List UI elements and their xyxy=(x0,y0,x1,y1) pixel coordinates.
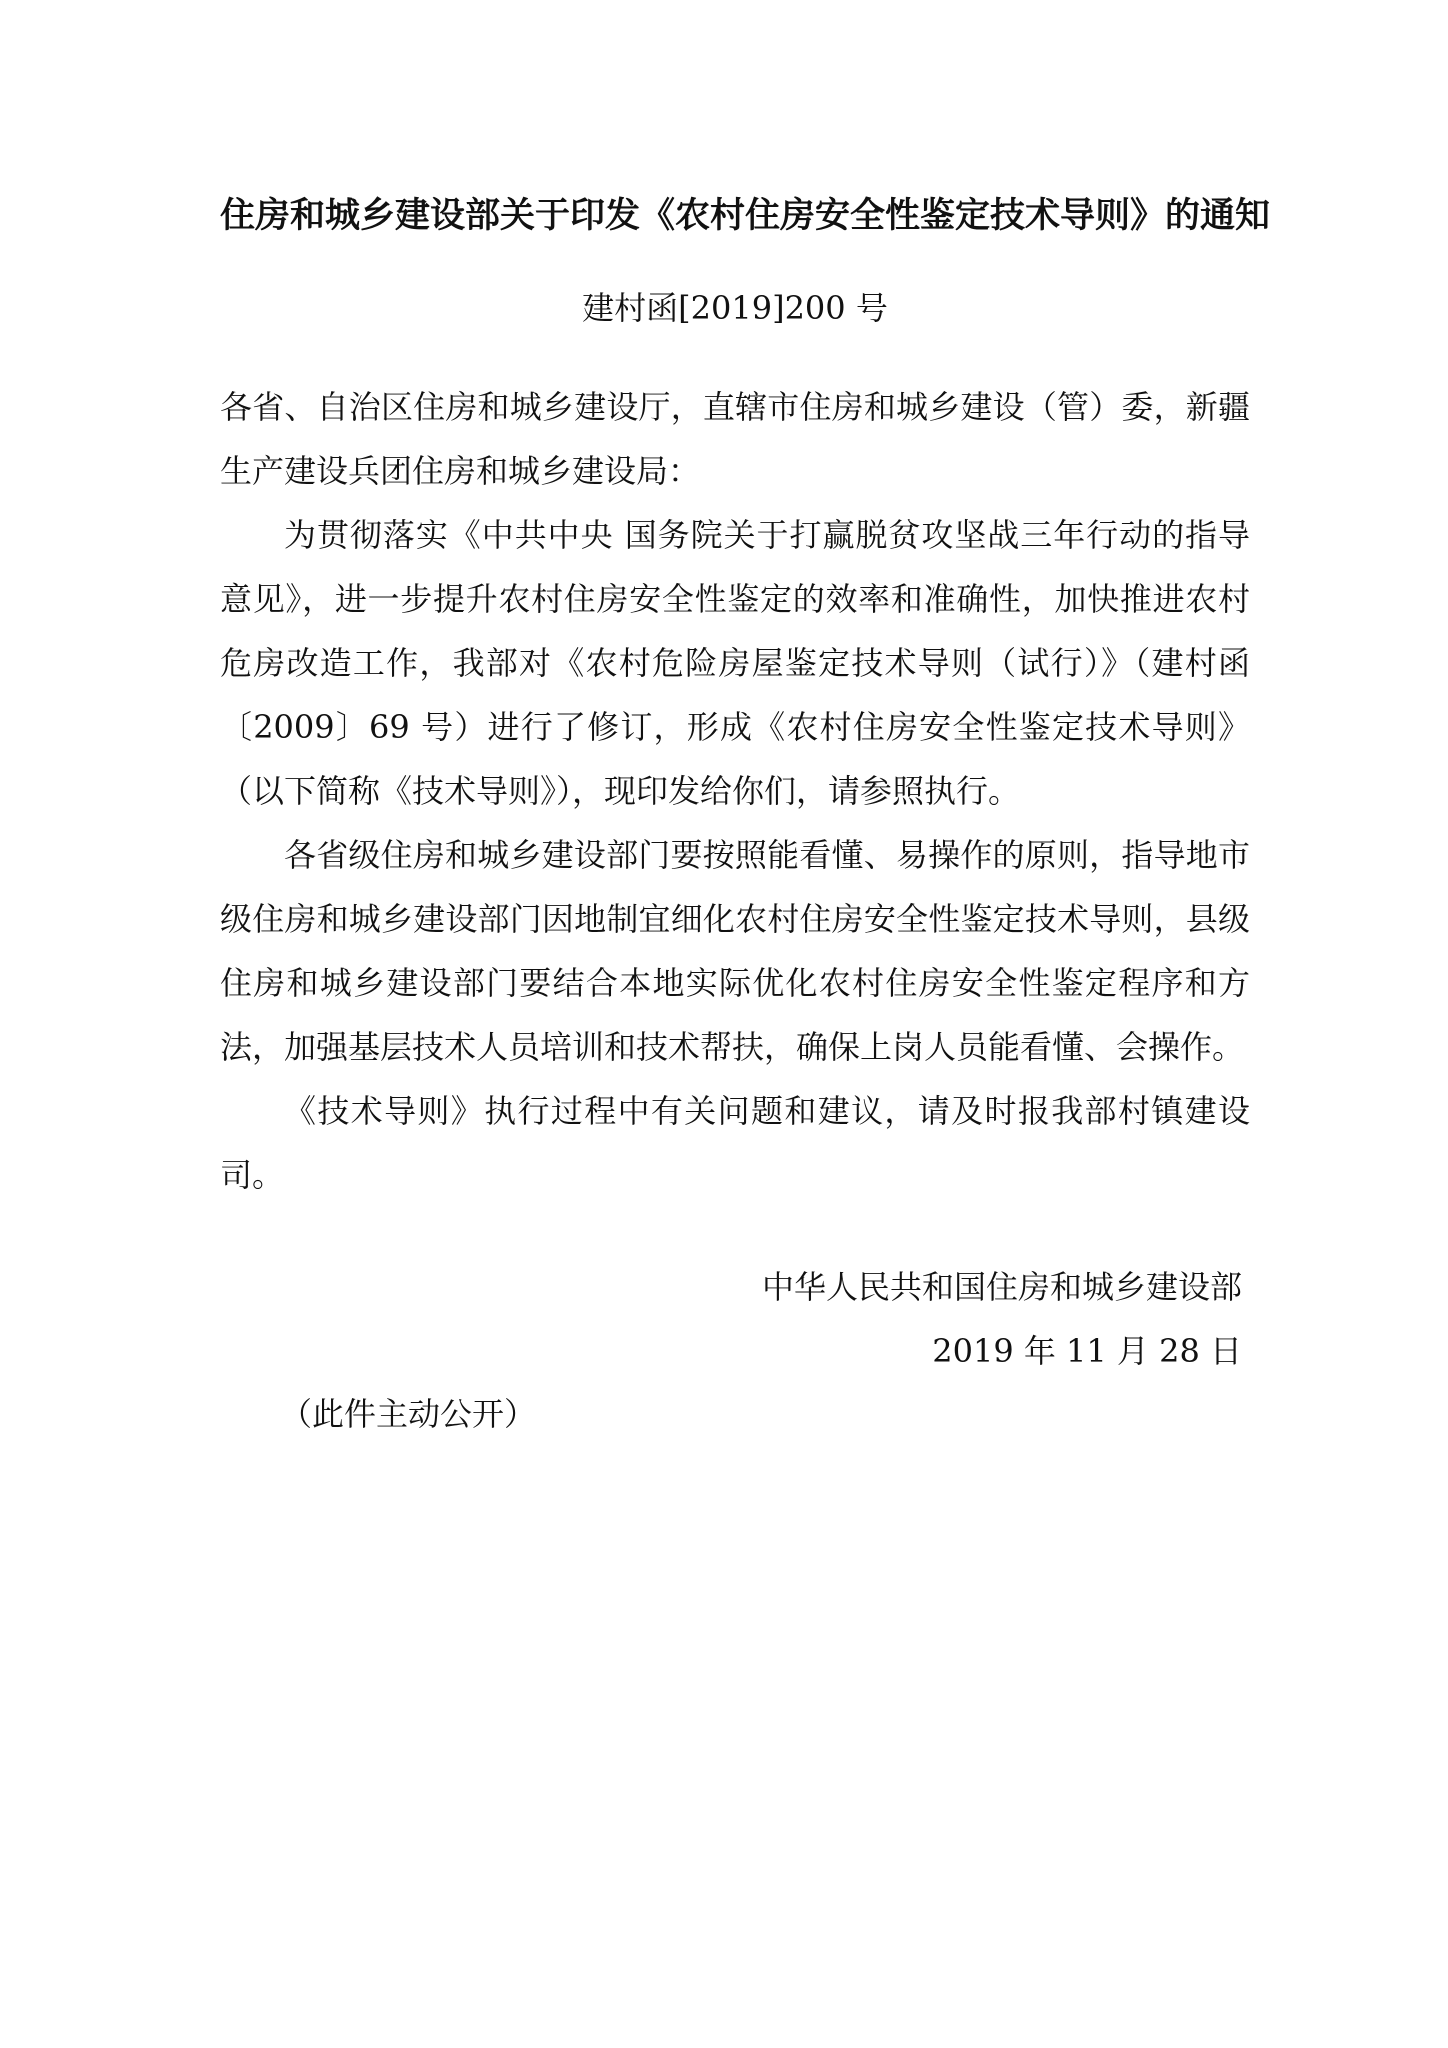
disclosure-note: （此件主动公开） xyxy=(280,1395,537,1433)
salutation: 各省、自治区住房和城乡建设厅，直辖市住房和城乡建设（管）委，新疆生产建设兵团住房和城乡建设局： xyxy=(220,388,1250,490)
document-body xyxy=(220,375,1250,1207)
paragraph-3: 《技术导则》执行过程中有关问题和建议，请及时报我部村镇建设司。 xyxy=(220,1092,1250,1194)
document-title: 住房和城乡建设部关于印发《农村住房安全性鉴定技术导则》的通知 xyxy=(220,196,1271,236)
issue-date: 2019 年 11 月 28 日 xyxy=(932,1332,1242,1370)
paragraph-2: 各省级住房和城乡建设部门要按照能看懂、易操作的原则，指导地市级住房和城乡建设部门因地制宜细化农村住房安全性鉴定技术导则，县级住房和城乡建设部门要结合本地实际优化农村住房安全性鉴定程序和方法，加强基层技术人员培训和技术帮扶，确保上岗人员能看懂、会操作。 xyxy=(220,836,1250,1066)
issuing-organization: 中华人民共和国住房和城乡建设部 xyxy=(761,1268,1242,1306)
paragraph-1: 为贯彻落实《中共中央 国务院关于打赢脱贫攻坚战三年行动的指导意见》，进一步提升农村住房安全性鉴定的效率和准确性，加快推进农村危房改造工作，我部对《农村危险房屋鉴定技术导则（试行）》（建村函〔2009〕69 号）进行了修订，形成《农村住房安全性鉴定技术导则》（以下简称《技术导则》），现印发给你们，请参照执行。 xyxy=(220,516,1250,810)
document-number: 建村函[2019]200 号 xyxy=(582,289,888,327)
